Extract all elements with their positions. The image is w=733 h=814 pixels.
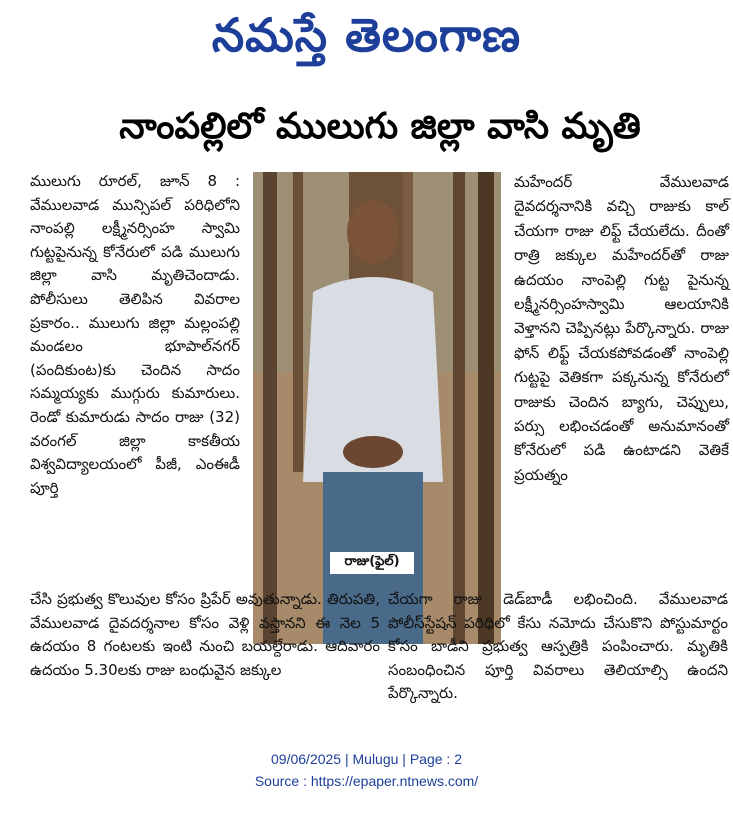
article-text-bottom-left: చేసి ప్రభుత్వ కొలువుల కోసం ప్రిపేర్ అవుతున్నాడు. తిరుపతి, వేములవాడ దైవదర్శనాల కోసం వెళ్లి వస్తానని ఈ నెల 5 ఉదయం 8 గంటలకు ఇంటి నుంచి బయల్దేరాడు. ఆదివారం ఉదయం 5.30లకు రాజు బంధువైన జక్కుల [30,590,380,679]
article-text-left: ములుగు రూరల్, జూన్ 8 : వేములవాడ మున్సిపల్ పరిధిలోని నాంపల్లి లక్ష్మీనర్సింహ స్వామి గుట్టపైనున్న కోనేరులో పడి ములుగు జిల్లా వాసి మృతిచెందాడు. పోలీసులు తెలిపిన వివరాల ప్రకారం.. ములుగు జిల్లా మల్లంపల్లి మండలం భూపాల్‌నగర్ (పందికుంట)కు చెందిన సాదం సమ్మయ్యకు ముగ్గురు కుమారులు. రెండో కుమారుడు సాదం రాజు (32) వరంగల్ జిల్లా కాకతీయ విశ్వవిద్యాలయంలో పీజీ, ఎంఈడీ పూర్తి [30,172,240,497]
article-text-bottom-right: చేయగా రాజు డెడ్‌బాడీ లభించింది. వేములవాడ పోలీస్‌స్టేషన్ పరిధిలో కేసు నమోదు చేసుకొని పోస్టుమార్టం కోసం బాడీని ప్రభుత్వ ఆస్పత్రికి పంపించారు. మృతికి సంబంధించిన పూర్తి వివరాలు తెలియాల్సి ఉందని పేర్కొన్నారు. [388,590,728,703]
photo-caption: రాజు(ఫైల్) [330,552,414,574]
article-column-right [514,170,729,487]
footer-date-line: 09/06/2025 | Mulugu | Page : 2 [271,751,462,767]
newspaper-masthead [0,0,733,82]
article-headline: నాంపల్లిలో ములుగు జిల్లా వాసి మృతి [119,106,641,147]
masthead-title: నమస్తే తెలంగాణ [211,8,522,62]
article-column-bottom-left [30,588,380,682]
footer-source-line: Source : https://epaper.ntnews.com/ [254,773,479,789]
article-column-left [30,170,240,500]
news-clipping [30,100,730,740]
article-column-bottom-right [388,588,728,706]
page-footer [0,748,733,792]
article-text-right: మహేందర్ వేములవాడ దైవదర్శనానికి వచ్చి రాజుకు కాల్ చేయగా రాజు లిఫ్ట్ చేయలేదు. దీంతో రాత్రి జక్కుల మహేందర్‌తో రాజు ఉదయం నాంపెల్లి గుట్ట పైనున్న లక్ష్మీనర్సింహస్వామి ఆలయానికి వెళ్తానని చెప్పినట్లు పేర్కొన్నారు. రాజు ఫోన్ లిఫ్ట్ చేయకపోవడంతో నాంపెల్లి గుట్టపై వెతికగా పక్కనున్న కోనేరులో రాజుకు చెందిన బ్యాగు, చెప్పులు, పర్సు లభించడంతో అనుమానంతో కోనేరులో పడి ఉంటాడని వెతికే ప్రయత్నం [514,173,729,484]
